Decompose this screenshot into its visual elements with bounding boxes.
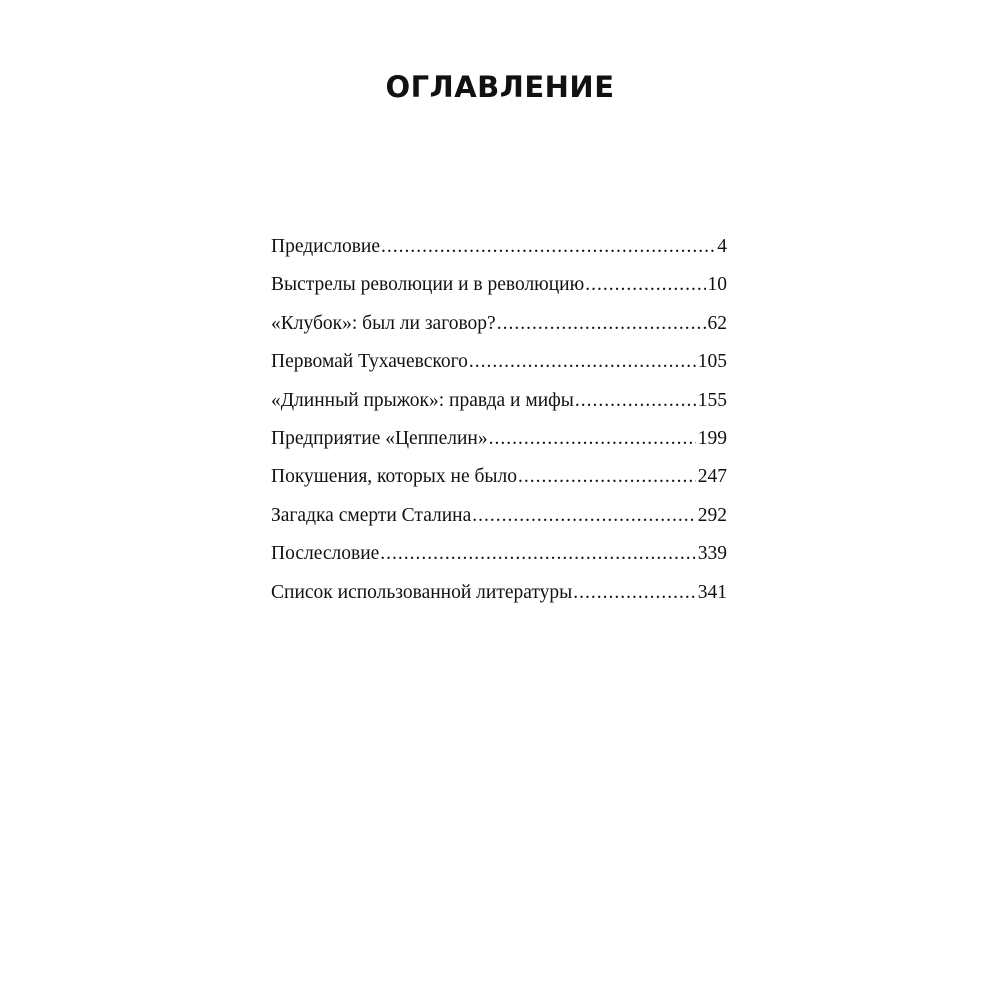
toc-entry[interactable] bbox=[271, 428, 727, 466]
toc-entry[interactable] bbox=[271, 351, 727, 389]
toc-entry-title: «Клубок»: был ли заговор? bbox=[271, 312, 496, 334]
dot-leader bbox=[472, 505, 695, 527]
toc-entry-page: 4 bbox=[717, 236, 727, 257]
toc-entry-title: Первомай Тухачевского bbox=[271, 351, 468, 373]
toc-entry[interactable] bbox=[271, 274, 727, 312]
toc-entry-page: 10 bbox=[707, 274, 727, 296]
toc-entry-page: 339 bbox=[697, 543, 727, 565]
dot-leader bbox=[469, 351, 696, 373]
toc-entry-title: Послесловие bbox=[271, 543, 380, 565]
dot-leader bbox=[575, 390, 696, 412]
dot-leader bbox=[489, 428, 696, 450]
toc-entry-page: 199 bbox=[697, 427, 727, 449]
toc-entry-page: 62 bbox=[707, 312, 727, 334]
toc-entry-page: 155 bbox=[697, 389, 727, 411]
dot-leader bbox=[380, 543, 695, 565]
table-of-contents bbox=[271, 236, 727, 620]
toc-entry[interactable] bbox=[271, 390, 727, 428]
toc-entry-title: Предисловие bbox=[271, 236, 381, 257]
toc-entry-title: Покушения, которых не было bbox=[271, 466, 517, 488]
toc-entry-page: 105 bbox=[697, 351, 727, 373]
toc-entry-page: 292 bbox=[697, 504, 727, 526]
toc-entry[interactable] bbox=[271, 505, 727, 543]
toc-entry-title: Список использованной литературы bbox=[271, 581, 573, 603]
toc-entry[interactable] bbox=[271, 543, 727, 581]
dot-leader bbox=[585, 274, 705, 296]
dot-leader bbox=[381, 236, 715, 258]
dot-leader bbox=[497, 313, 706, 335]
page-title: ОГЛАВЛЕНИЕ bbox=[385, 70, 615, 104]
toc-entry-title: Предприятие «Цеппелин» bbox=[271, 427, 488, 449]
toc-entry-title: Выстрелы революции и в революцию bbox=[271, 274, 585, 296]
toc-entry-page: 247 bbox=[697, 466, 727, 488]
toc-entry-title: Загадка смерти Сталина bbox=[271, 504, 472, 526]
toc-entry[interactable] bbox=[271, 313, 727, 351]
toc-entry[interactable] bbox=[271, 466, 727, 504]
dot-leader bbox=[518, 466, 696, 488]
dot-leader bbox=[573, 582, 695, 604]
toc-entry[interactable] bbox=[271, 582, 727, 620]
toc-entry-title: «Длинный прыжок»: правда и мифы bbox=[271, 389, 574, 411]
toc-entry[interactable] bbox=[271, 236, 727, 274]
toc-entry-page: 341 bbox=[697, 581, 727, 603]
